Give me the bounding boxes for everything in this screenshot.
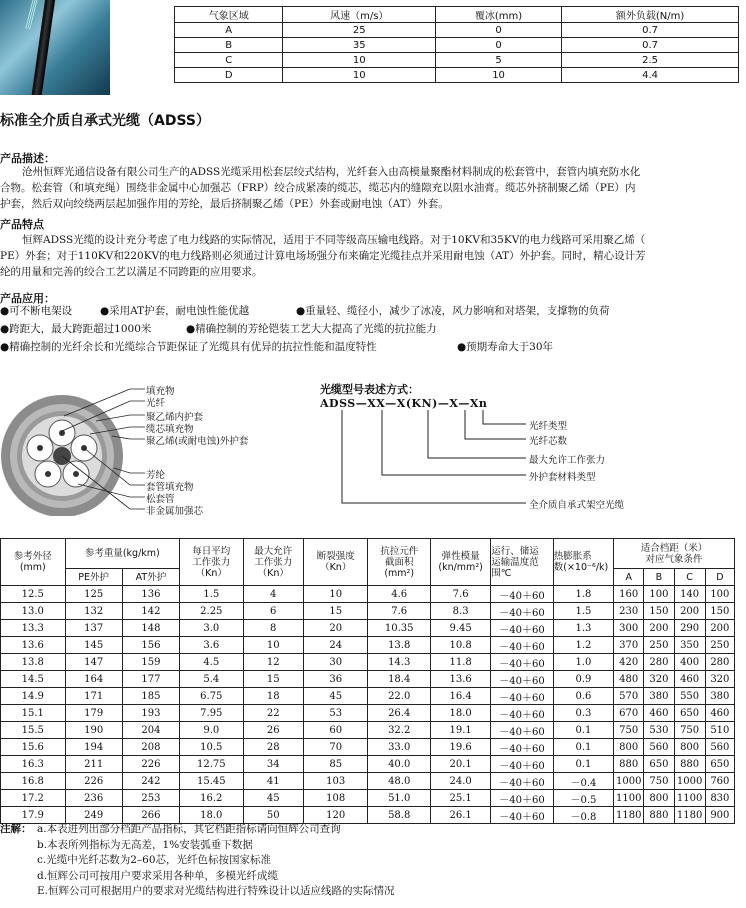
weather-header-cell: 风速（m/s） xyxy=(283,7,436,23)
spec-cell: 190 xyxy=(65,722,122,739)
spec-cell: 200 xyxy=(644,620,674,637)
spec-cell: 1.0 xyxy=(553,654,613,671)
spec-cell: 193 xyxy=(122,705,179,722)
spec-cell: 560 xyxy=(705,739,734,756)
spec-cell: 300 xyxy=(614,620,644,637)
spec-cell: 350 xyxy=(674,637,705,654)
model-code: ADSS—XX—X(KN)—X—Xn xyxy=(320,397,488,410)
spec-row xyxy=(1,790,735,807)
spec-cell: 249 xyxy=(65,807,122,824)
spec-cell: 9.45 xyxy=(430,620,490,637)
features-line: 恒辉ADSS光缆的设计充分考虑了电力线路的实际情况，适用于不同等级高压输电线路。对于10KV和35KV的电力线路可采用聚乙烯（ xyxy=(22,234,646,246)
description-text xyxy=(0,164,746,212)
spec-cell: 650 xyxy=(644,756,674,773)
features-text xyxy=(0,232,746,280)
weather-cell: 0.7 xyxy=(562,38,739,53)
spec-cell: 830 xyxy=(705,790,734,807)
description-line: 护套，然后双向绞绕两层起加强作用的芳纶，最后挤制聚乙烯（PE）外套或耐电蚀（AT）外套。 xyxy=(0,198,449,210)
spec-cell: 2.25 xyxy=(180,603,244,620)
spec-cell: 0.6 xyxy=(553,688,613,705)
spec-cell: －40＋60 xyxy=(491,756,553,773)
spec-cell: 51.0 xyxy=(368,790,430,807)
spec-cell: 880 xyxy=(614,756,644,773)
weather-cell: 4.4 xyxy=(562,68,739,83)
spec-cell: 10 xyxy=(303,586,368,603)
spec-cell: 85 xyxy=(303,756,368,773)
spec-cell: 14.9 xyxy=(1,688,66,705)
spec-cell: 41 xyxy=(243,773,303,790)
spec-cell: 5.4 xyxy=(180,671,244,688)
weather-cell: 2.5 xyxy=(562,53,739,68)
spec-cell: 7.6 xyxy=(368,603,430,620)
spec-cell: 460 xyxy=(644,705,674,722)
spec-cell: 45 xyxy=(243,790,303,807)
spec-cell: 19.1 xyxy=(430,722,490,739)
spec-row xyxy=(1,603,735,620)
spec-cell: 760 xyxy=(705,773,734,790)
spec-cell: 16.2 xyxy=(180,790,244,807)
features-line: 纶的用量和完善的绞合工艺以满足不同跨距的应用要求。 xyxy=(0,266,263,278)
spec-cell: 1.5 xyxy=(180,586,244,603)
spec-cell: 15 xyxy=(243,671,303,688)
spec-cell: 32.2 xyxy=(368,722,430,739)
spec-cell: 156 xyxy=(122,637,179,654)
spec-cell: 0.3 xyxy=(553,705,613,722)
spec-cell: 0.1 xyxy=(553,756,613,773)
weather-cell: 10 xyxy=(283,53,436,68)
spec-cell: 15.6 xyxy=(1,739,66,756)
spec-cell: 160 xyxy=(614,586,644,603)
spec-cell: 10.5 xyxy=(180,739,244,756)
weather-cell: 10 xyxy=(436,68,562,83)
spec-cell: 6 xyxy=(243,603,303,620)
spec-cell: 880 xyxy=(644,807,674,824)
spec-cell: 550 xyxy=(674,688,705,705)
spec-cell: 17.9 xyxy=(1,807,66,824)
weather-cell: 0 xyxy=(436,23,562,38)
spec-cell: 12.75 xyxy=(180,756,244,773)
spec-cell: 460 xyxy=(674,671,705,688)
weather-header-cell: 额外负载(N/m) xyxy=(562,7,739,23)
spec-cell: 4 xyxy=(243,586,303,603)
note-line: a.本表进列出部分档距产品指标，其它档距指标请向恒辉公司查询 xyxy=(37,823,341,835)
spec-cell: 142 xyxy=(122,603,179,620)
spec-cell: 100 xyxy=(705,586,734,603)
spec-row xyxy=(1,739,735,756)
spec-cell: 53 xyxy=(303,705,368,722)
note-line: d.恒辉公司可按用户要求采用各种单，多模光纤成缆 xyxy=(37,869,279,882)
header-modulus: 弹性模量 (kn/mm²) xyxy=(430,539,490,586)
diagram-label: 聚乙烯内护套 xyxy=(146,412,204,423)
spec-cell: 171 xyxy=(65,688,122,705)
spec-cell: 14.5 xyxy=(1,671,66,688)
weather-row xyxy=(175,53,739,68)
spec-cell: 137 xyxy=(65,620,122,637)
spec-row xyxy=(1,722,735,739)
spec-cell: 208 xyxy=(122,739,179,756)
weather-cell: 0.7 xyxy=(562,23,739,38)
diagram-label: 填充物 xyxy=(146,386,175,397)
header-diameter: 参考外径 (mm) xyxy=(1,539,66,586)
spec-row xyxy=(1,671,735,688)
spec-cell: 125 xyxy=(65,586,122,603)
spec-cell: 58.8 xyxy=(368,807,430,824)
spec-cell: 1180 xyxy=(674,807,705,824)
spec-cell: 750 xyxy=(674,722,705,739)
weather-cell: 25 xyxy=(283,23,436,38)
spec-cell: 159 xyxy=(122,654,179,671)
spec-cell: 280 xyxy=(705,654,734,671)
spec-cell: 1.5 xyxy=(553,603,613,620)
application-bullet: ●采用AT护套，耐电蚀性能优越 xyxy=(100,305,250,317)
spec-cell: 50 xyxy=(243,807,303,824)
weather-row xyxy=(175,38,739,53)
header-weight: 参考重量(kg/km) xyxy=(65,539,180,569)
spec-cell: 4.5 xyxy=(180,654,244,671)
features-line: PE）外套；对于110KV和220KV的电力线路则必须通过计算电场场强分布来确定光缆挂点并采用耐电蚀（AT）外护套。同时，精心设计芳 xyxy=(0,250,646,262)
weather-row xyxy=(175,68,739,83)
spec-cell: 33.0 xyxy=(368,739,430,756)
spec-cell: －40＋60 xyxy=(491,688,553,705)
spec-cell: 12 xyxy=(243,654,303,671)
cable-photo xyxy=(0,0,110,95)
spec-cell: 530 xyxy=(644,722,674,739)
spec-cell: 800 xyxy=(674,739,705,756)
spec-cell: 26.4 xyxy=(368,705,430,722)
spec-cell: 1100 xyxy=(614,790,644,807)
spec-cell: 370 xyxy=(614,637,644,654)
spec-cell: 132 xyxy=(65,603,122,620)
note-line: E.恒辉公司可根据用户的要求对光缆结构进行特殊设计以适应线路的实际情况 xyxy=(37,885,395,897)
spec-cell: 24 xyxy=(303,637,368,654)
spec-cell: 18 xyxy=(243,688,303,705)
spec-cell: 650 xyxy=(674,705,705,722)
spec-row xyxy=(1,807,735,824)
spec-cell: 670 xyxy=(614,705,644,722)
spec-cell: 200 xyxy=(705,620,734,637)
weather-cell: A xyxy=(175,23,283,38)
spec-cell: 1100 xyxy=(674,790,705,807)
diagram-label: 光纤 xyxy=(146,398,166,409)
spec-cell: 800 xyxy=(644,790,674,807)
spec-cell: 570 xyxy=(614,688,644,705)
header-daily-tension: 每日平均 工作张力 （Kn） xyxy=(180,539,244,586)
spec-row xyxy=(1,756,735,773)
spec-cell: 179 xyxy=(65,705,122,722)
model-bracket-lines xyxy=(330,408,530,513)
spec-cell: 420 xyxy=(614,654,644,671)
spec-cell: 13.3 xyxy=(1,620,66,637)
spec-cell: 140 xyxy=(674,586,705,603)
header-at-sheath: AT外护 xyxy=(122,569,179,586)
spec-cell: －40＋60 xyxy=(491,637,553,654)
diagram-label: 聚乙烯(或耐电蚀)外护套 xyxy=(146,436,249,447)
weather-header-cell: 覆冰(mm) xyxy=(436,7,562,23)
weather-cell: B xyxy=(175,38,283,53)
header-zone-d: D xyxy=(705,569,734,586)
spec-cell: 1.2 xyxy=(553,637,613,654)
spec-cell: 460 xyxy=(705,705,734,722)
spec-cell: 211 xyxy=(65,756,122,773)
spec-cell: 34 xyxy=(243,756,303,773)
model-label: 光纤芯数 xyxy=(529,436,568,447)
application-bullet: ●预期寿命大于30年 xyxy=(457,341,554,353)
spec-cell: 650 xyxy=(705,756,734,773)
spec-cell: 15.5 xyxy=(1,722,66,739)
model-label: 光纤类型 xyxy=(529,421,568,432)
spec-cell: 22 xyxy=(243,705,303,722)
header-pe-sheath: PE外护 xyxy=(65,569,122,586)
spec-cell: 236 xyxy=(65,790,122,807)
spec-cell: －40＋60 xyxy=(491,722,553,739)
spec-cell: 0.1 xyxy=(553,739,613,756)
spec-cell: 13.6 xyxy=(430,671,490,688)
spec-cell: 28 xyxy=(243,739,303,756)
spec-cell: 13.6 xyxy=(1,637,66,654)
model-label: 全介质自承式架空光缆 xyxy=(529,500,625,511)
spec-cell: 6.75 xyxy=(180,688,244,705)
spec-cell: 3.0 xyxy=(180,620,244,637)
spec-cell: 226 xyxy=(122,756,179,773)
header-max-tension: 最大允许 工作张力 （Kn） xyxy=(243,539,303,586)
header-zone-a: A xyxy=(614,569,644,586)
spec-row xyxy=(1,773,735,790)
spec-cell: 250 xyxy=(705,637,734,654)
spec-cell: －0.5 xyxy=(553,790,613,807)
model-title: 光缆型号表述方式： xyxy=(320,383,419,396)
spec-row xyxy=(1,654,735,671)
spec-cell: 560 xyxy=(644,739,674,756)
spec-cell: 18.4 xyxy=(368,671,430,688)
spec-cell: 20 xyxy=(303,620,368,637)
spec-cell: 150 xyxy=(705,603,734,620)
spec-cell: 1000 xyxy=(674,773,705,790)
spec-cell: 320 xyxy=(705,671,734,688)
spec-cell: 194 xyxy=(65,739,122,756)
weather-zone-table xyxy=(174,6,739,83)
spec-cell: 10.8 xyxy=(430,637,490,654)
spec-cell: 10.35 xyxy=(368,620,430,637)
spec-cell: 14.3 xyxy=(368,654,430,671)
spec-cell: 250 xyxy=(644,637,674,654)
spec-cell: 380 xyxy=(644,688,674,705)
spec-row xyxy=(1,705,735,722)
spec-cell: 0.9 xyxy=(553,671,613,688)
spec-cell: 16.4 xyxy=(430,688,490,705)
spec-cell: 120 xyxy=(303,807,368,824)
spec-cell: 13.0 xyxy=(1,603,66,620)
header-cross-section: 抗拉元件 截面积 (mm²) xyxy=(368,539,430,586)
spec-cell: 9.0 xyxy=(180,722,244,739)
application-bullet: ●可不断电架设 xyxy=(0,305,73,317)
spec-cell: 230 xyxy=(614,603,644,620)
spec-cell: 16.8 xyxy=(1,773,66,790)
spec-cell: 10 xyxy=(243,637,303,654)
spec-cell: 48.0 xyxy=(368,773,430,790)
spec-cell: 145 xyxy=(65,637,122,654)
weather-header-cell: 气象区域 xyxy=(175,7,283,23)
spec-cell: －40＋60 xyxy=(491,620,553,637)
spec-cell: 15.1 xyxy=(1,705,66,722)
spec-cell: －0.4 xyxy=(553,773,613,790)
description-line: 沧州恒辉光通信设备有限公司生产的ADSS光缆采用松套层绞式结构，光纤套入由高模量聚酯材料制成的松套管中，套管内填充防水化 xyxy=(22,166,641,178)
spec-cell: 12.5 xyxy=(1,586,66,603)
diagram-label: 缆芯填充物 xyxy=(146,424,194,435)
header-temperature: 运行、储运 运输温度范 围℃ xyxy=(491,539,553,586)
spec-cell: 20.1 xyxy=(430,756,490,773)
spec-cell: 13.8 xyxy=(368,637,430,654)
spec-cell: 1180 xyxy=(614,807,644,824)
spec-cell: 510 xyxy=(705,722,734,739)
spec-cell: 3.6 xyxy=(180,637,244,654)
spec-row xyxy=(1,637,735,654)
spec-cell: 880 xyxy=(674,756,705,773)
spec-cell: 30 xyxy=(303,654,368,671)
spec-cell: －40＋60 xyxy=(491,603,553,620)
spec-cell: 17.2 xyxy=(1,790,66,807)
spec-cell: 242 xyxy=(122,773,179,790)
weather-cell: 5 xyxy=(436,53,562,68)
page-title: 标准全介质自承式光缆（ADSS） xyxy=(0,113,210,129)
spec-cell: 320 xyxy=(644,671,674,688)
spec-cell: －0.8 xyxy=(553,807,613,824)
spec-cell: 40.0 xyxy=(368,756,430,773)
application-bullet: ●跨距大，最大跨距超过1000米 xyxy=(0,323,152,335)
spec-cell: 148 xyxy=(122,620,179,637)
weather-cell: 35 xyxy=(283,38,436,53)
spec-cell: 15.45 xyxy=(180,773,244,790)
spec-cell: 164 xyxy=(65,671,122,688)
spec-cell: 103 xyxy=(303,773,368,790)
spec-cell: 11.8 xyxy=(430,654,490,671)
spec-cell: 18.0 xyxy=(180,807,244,824)
application-bullet: ●精确控制的光纤余长和光缆综合节距保证了光缆具有优异的抗拉性能和温度特性 xyxy=(0,341,377,353)
spec-cell: 200 xyxy=(674,603,705,620)
fiber-strands xyxy=(25,0,40,30)
spec-cell: 70 xyxy=(303,739,368,756)
spec-cell: 750 xyxy=(614,722,644,739)
spec-cell: 25.1 xyxy=(430,790,490,807)
spec-cell: 26.1 xyxy=(430,807,490,824)
spec-cell: 750 xyxy=(644,773,674,790)
spec-cell: 18.0 xyxy=(430,705,490,722)
notes-list xyxy=(37,822,395,900)
spec-cell: 36 xyxy=(303,671,368,688)
spec-cell: 19.6 xyxy=(430,739,490,756)
spec-cell: 22.0 xyxy=(368,688,430,705)
spec-cell: 253 xyxy=(122,790,179,807)
spec-cell: －40＋60 xyxy=(491,586,553,603)
spec-cell: 900 xyxy=(705,807,734,824)
weather-row xyxy=(175,23,739,38)
spec-cell: 400 xyxy=(674,654,705,671)
spec-cell: －40＋60 xyxy=(491,807,553,824)
note-line: c.光缆中光纤芯数为2–60芯，光纤色标按国家标准 xyxy=(37,854,272,866)
model-label: 外护套材料类型 xyxy=(529,472,596,483)
spec-cell: 60 xyxy=(303,722,368,739)
weather-cell: C xyxy=(175,53,283,68)
spec-cell: 1000 xyxy=(614,773,644,790)
spec-cell: 380 xyxy=(705,688,734,705)
application-bullet: ●精确控制的芳纶铠装工艺大大提高了光缆的抗拉能力 xyxy=(186,323,437,335)
spec-row xyxy=(1,688,735,705)
spec-cell: 226 xyxy=(65,773,122,790)
model-label: 最大允许工作张力 xyxy=(529,455,606,466)
weather-cell: 10 xyxy=(283,68,436,83)
spec-cell: 185 xyxy=(122,688,179,705)
spec-cell: 177 xyxy=(122,671,179,688)
spec-cell: 8 xyxy=(243,620,303,637)
spec-table xyxy=(0,538,735,824)
spec-cell: 204 xyxy=(122,722,179,739)
application-heading: 产品应用： xyxy=(0,292,55,305)
diagram-label: 非金属加强芯 xyxy=(146,506,204,517)
spec-cell: 8.3 xyxy=(430,603,490,620)
description-line: 合物。松套管（和填充绳）围绕非金属中心加强芯（FRP）绞合成紧凑的缆芯，缆芯内的缝隙充以阻水油膏。缆芯外挤制聚乙烯（PE）内 xyxy=(0,182,636,194)
spec-cell: －40＋60 xyxy=(491,790,553,807)
spec-cell: 1.3 xyxy=(553,620,613,637)
spec-cell: 136 xyxy=(122,586,179,603)
header-zone-c: C xyxy=(674,569,705,586)
spec-cell: 266 xyxy=(122,807,179,824)
spec-cell: －40＋60 xyxy=(491,654,553,671)
spec-cell: 147 xyxy=(65,654,122,671)
spec-cell: 7.95 xyxy=(180,705,244,722)
diagram-label: 套管填充物 xyxy=(146,482,194,493)
header-breaking-strength: 断裂强度 （Kn） xyxy=(303,539,368,586)
spec-cell: 290 xyxy=(674,620,705,637)
spec-cell: －40＋60 xyxy=(491,739,553,756)
weather-cell: 0 xyxy=(436,38,562,53)
spec-cell: 108 xyxy=(303,790,368,807)
spec-cell: 13.8 xyxy=(1,654,66,671)
spec-row xyxy=(1,620,735,637)
spec-cell: －40＋60 xyxy=(491,671,553,688)
notes-prefix: 注解： xyxy=(0,823,32,835)
spec-cell: 100 xyxy=(644,586,674,603)
spec-cell: 16.3 xyxy=(1,756,66,773)
diagram-label: 松套管 xyxy=(146,494,175,505)
spec-cell: 24.0 xyxy=(430,773,490,790)
weather-cell: D xyxy=(175,68,283,83)
spec-cell: 45 xyxy=(303,688,368,705)
spec-cell: 7.6 xyxy=(430,586,490,603)
diagram-label: 芳纶 xyxy=(146,470,166,481)
spec-cell: 480 xyxy=(614,671,644,688)
spec-cell: 280 xyxy=(644,654,674,671)
spec-cell: 15 xyxy=(303,603,368,620)
spec-cell: 0.1 xyxy=(553,722,613,739)
spec-cell: －40＋60 xyxy=(491,773,553,790)
features-heading: 产品特点 xyxy=(0,218,44,231)
spec-cell: 26 xyxy=(243,722,303,739)
description-heading: 产品描述： xyxy=(0,152,55,165)
header-zone-b: B xyxy=(644,569,674,586)
note-line: b.本表所列指标为无高差，1%安装弧垂下数据 xyxy=(37,838,253,851)
header-expansion: 热膨胀系 数(×10⁻⁶/k) xyxy=(553,539,613,586)
spec-row xyxy=(1,586,735,603)
application-bullet: ●重量轻、缆径小，减少了冰凌，风力影响和对塔架，支撑物的负荷 xyxy=(296,305,610,317)
spec-cell: 4.6 xyxy=(368,586,430,603)
spec-cell: －40＋60 xyxy=(491,705,553,722)
weather-header-row xyxy=(175,7,739,23)
spec-cell: 1.8 xyxy=(553,586,613,603)
spec-cell: 150 xyxy=(644,603,674,620)
header-span: 适合档距（米） 对应气象条件 xyxy=(614,539,735,569)
spec-cell: 800 xyxy=(614,739,644,756)
